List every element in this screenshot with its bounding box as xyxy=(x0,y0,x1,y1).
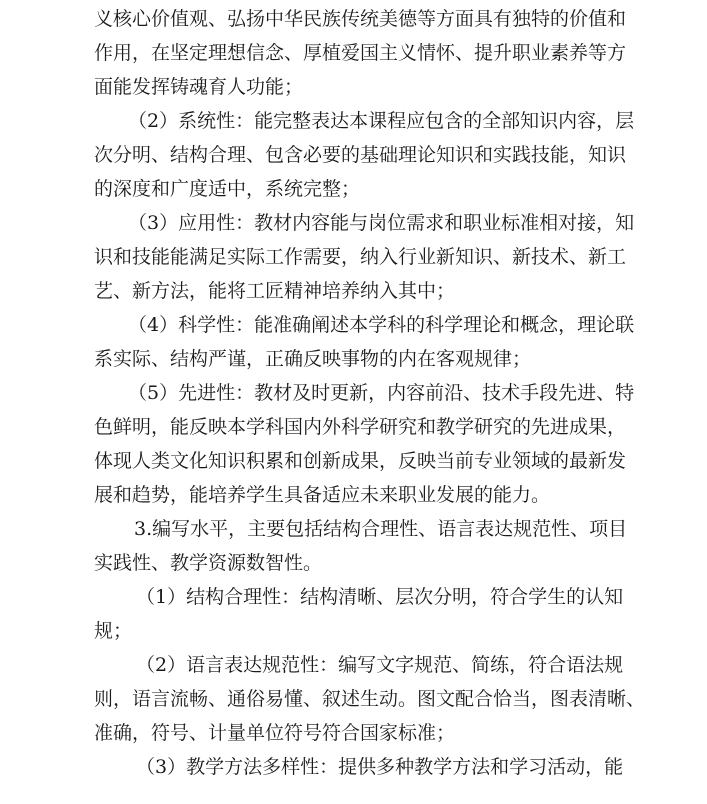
list-item-heading: （2）语言表达规范性：编写文字规范、简练，符合语法规 xyxy=(136,654,624,676)
text-line: 面能发挥铸魂育人功能； xyxy=(94,76,304,98)
text-line: 艺、新方法，能将工匠精神培养纳入其中； xyxy=(94,280,456,302)
text-line: 规； xyxy=(94,620,133,642)
section-heading: 3.编写水平，主要包括结构合理性、语言表达规范性、项目 xyxy=(134,518,628,540)
text-line: 色鲜明，能反映本学科国内外科学研究和教学研究的先进成果， xyxy=(94,416,627,438)
text-line: 体现人类文化知识积累和创新成果，反映当前专业领域的最新发 xyxy=(94,450,627,472)
text-line: 准确，符号、计量单位符号符合国家标准； xyxy=(94,722,456,744)
list-item-heading: （5）先进性：教材及时更新，内容前沿、技术手段先进、特 xyxy=(128,382,635,404)
list-item-heading: （4）科学性：能准确阐述本学科的科学理论和概念，理论联 xyxy=(128,314,635,336)
text-line: 的深度和广度适中，系统完整； xyxy=(94,178,361,200)
text-line: 识和技能能满足实际工作需要，纳入行业新知识、新技术、新工 xyxy=(94,246,627,268)
list-item-heading: （2）系统性：能完整表达本课程应包含的全部知识内容，层 xyxy=(128,110,635,132)
list-item-heading: （3）应用性：教材内容能与岗位需求和职业标准相对接，知 xyxy=(128,212,635,234)
text-line: 则，语言流畅、通俗易懂、叙述生动。图文配合恰当，图表清晰、 xyxy=(94,688,646,710)
text-line: 义核心价值观、弘扬中华民族传统美德等方面具有独特的价值和 xyxy=(94,8,627,30)
text-line: 作用，在坚定理想信念、厚植爱国主义情怀、提升职业素养等方 xyxy=(94,42,627,64)
text-line: 实践性、教学资源数智性。 xyxy=(94,552,323,574)
list-item-heading: （3）教学方法多样性：提供多种教学方法和学习活动，能 xyxy=(136,756,624,778)
text-line: 系实际、结构严谨，正确反映事物的内在客观规律； xyxy=(94,348,532,370)
text-line: 次分明、结构合理、包含必要的基础理论知识和实践技能，知识 xyxy=(94,144,627,166)
list-item-heading: （1）结构合理性：结构清晰、层次分明，符合学生的认知 xyxy=(136,586,624,608)
text-line: 展和趋势，能培养学生具备适应未来职业发展的能力。 xyxy=(94,484,551,506)
